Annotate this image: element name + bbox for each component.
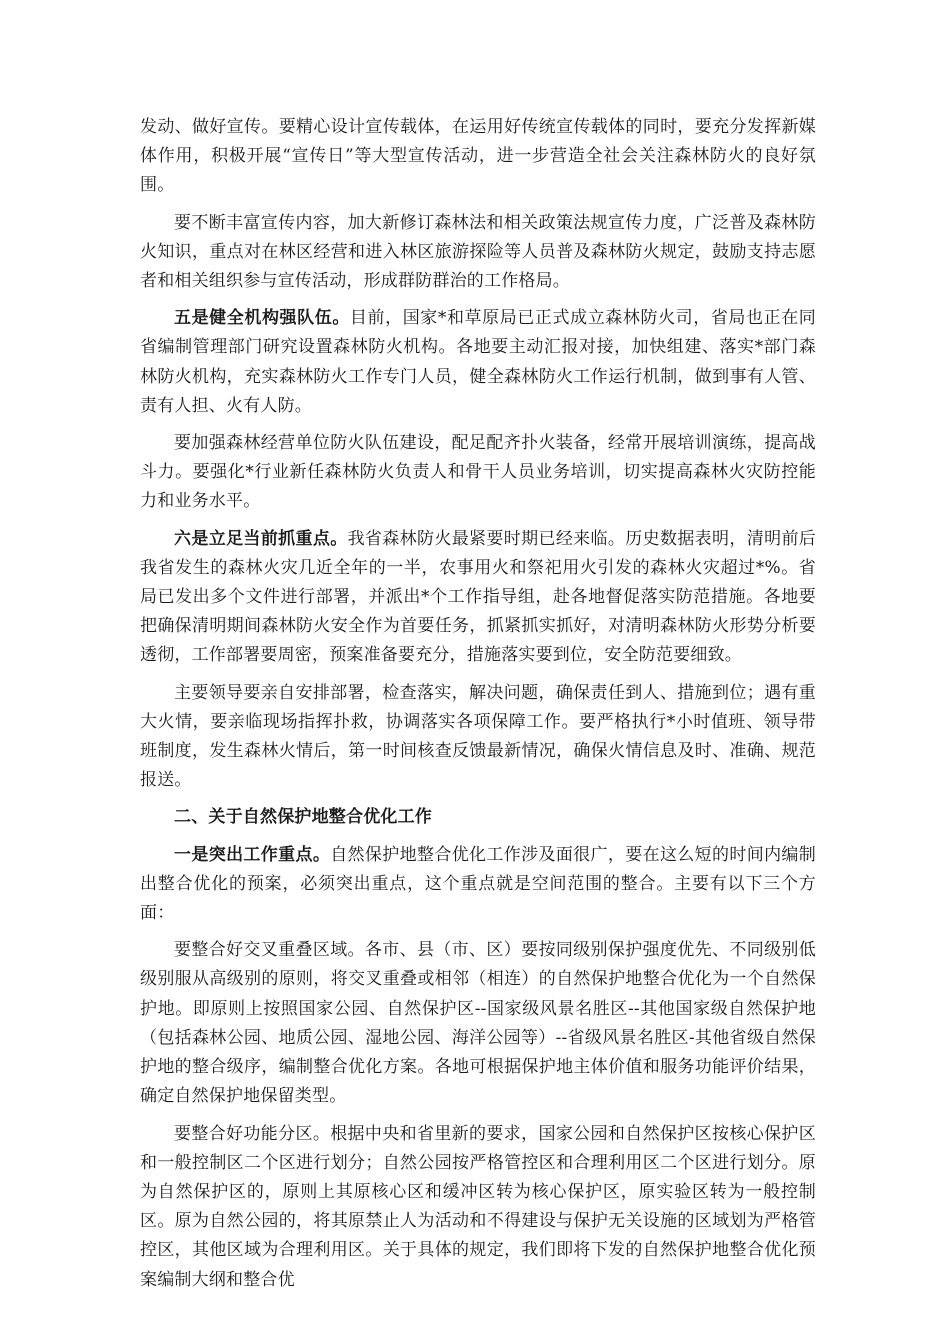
paragraph-8 [140, 841, 816, 929]
paragraph-6-text: 主要领导要亲自安排部署，检查落实，解决问题，确保责任到人、措施到位；遇有重大火情，要亲临现场指挥扑救，协调落实各项保障工作。要严格执行*小时值班、领导带班制度，发生森林火情后，第一时间核查反馈最新情况，确保火情信息及时、准确、规范报送。 [140, 682, 816, 791]
paragraph-1 [140, 113, 816, 201]
paragraph-3-text: 目前，国家*和草原局已正式成立森林防火司，省局也正在同省编制管理部门研究设置森林防火机构。各地要主动汇报对接，加快组建、落实*部门森林防火机构，充实森林防火工作专门人员，健全森林防火工作运行机制，做到事有人管、责有人担、火有人防。 [140, 308, 816, 416]
paragraph-6 [140, 679, 816, 796]
paragraph-5-text: 我省森林防火最紧要时期已经来临。历史数据表明，清明前后我省发生的森林火灾几近全年的一半，农事用火和祭祀用火引发的森林火灾超过*%。省局已发出多个文件进行部署，并派出*个工作指导组，赴各地督促落实防范措施。各地要把确保清明期间森林防火安全作为首要任务，抓紧抓实抓好，对清明森林防火形势分析要透彻，工作部署要周密，预案准备要充分，措施落实要到位，安全防范要细致。 [140, 528, 817, 666]
paragraph-8-lead: 一是突出工作重点。 [174, 844, 331, 865]
section-heading-text: 二、关于自然保护地整合优化工作 [174, 807, 432, 828]
paragraph-2-text: 要不断丰富宣传内容，加大新修订森林法和相关政策法规宣传力度，广泛普及森林防火知识，重点对在林区经营和进入林区旅游探险等人员普及森林防火规定，鼓励支持志愿者和相关组织参与宣传活动，形成群防群治的工作格局。 [140, 212, 816, 292]
paragraph-9-text: 要整合好交叉重叠区域。各市、县（市、区）要按同级别保护强度优先、不同级别低级别服从高级别的原则，将交叉重叠或相邻（相连）的自然保护地整合优化为一个自然保护地。即原则上按照国家公园、自然保护区--国家级风景名胜区--其他国家级自然保护地（包括森林公园、地质公园、湿地公园、海洋公园等）--省级风景名胜区-其他省级自然保护地的整合级序，编制整合优化方案。各地可根据保护地主体价值和服务功能评价结果，确定自然保护地保留类型。 [140, 940, 816, 1107]
section-heading [140, 803, 816, 832]
document-page [140, 113, 816, 1303]
paragraph-1-text: 发动、做好宣传。要精心设计宣传载体，在运用好传统宣传载体的同时，要充分发挥新媒体作用，积极开展“宣传日”等大型宣传活动，进一步营造全社会关注森林防火的良好氛围。 [140, 117, 816, 196]
paragraph-4-text: 要加强森林经营单位防火队伍建设，配足配齐扑火装备，经常开展培训演练，提高战斗力。要强化*行业新任森林防火负责人和骨干人员业务培训，切实提高森林火灾防控能力和业务水平。 [140, 433, 816, 512]
paragraph-10 [140, 1120, 816, 1295]
paragraph-4 [140, 429, 816, 517]
paragraph-3 [140, 304, 816, 421]
paragraph-8-text: 自然保护地整合优化工作涉及面很广，要在这么短的时间内编制出整合优化的预案，必须突出重点，这个重点就是空间范围的整合。主要有以下三个方面： [140, 844, 816, 924]
paragraph-2 [140, 209, 816, 297]
paragraph-9 [140, 936, 816, 1111]
paragraph-5-lead: 六是立足当前抓重点。 [174, 528, 348, 549]
paragraph-3-lead: 五是健全机构强队伍。 [174, 308, 350, 329]
paragraph-5 [140, 525, 816, 671]
paragraph-10-text: 要整合好功能分区。根据中央和省里新的要求，国家公园和自然保护区按核心保护区和一般控制区二个区进行划分；自然公园按严格管控区和合理利用区二个区进行划分。原为自然保护区的，原则上其原核心区和缓冲区转为核心保护区，原实验区转为一般控制区。原为自然公园的，将其原禁止人为活动和不得建设与保护无关设施的区域划为严格管控区，其他区域为合理利用区。关于具体的规定，我们即将下发的自然保护地整合优化预案编制大纲和整合优 [140, 1123, 816, 1290]
